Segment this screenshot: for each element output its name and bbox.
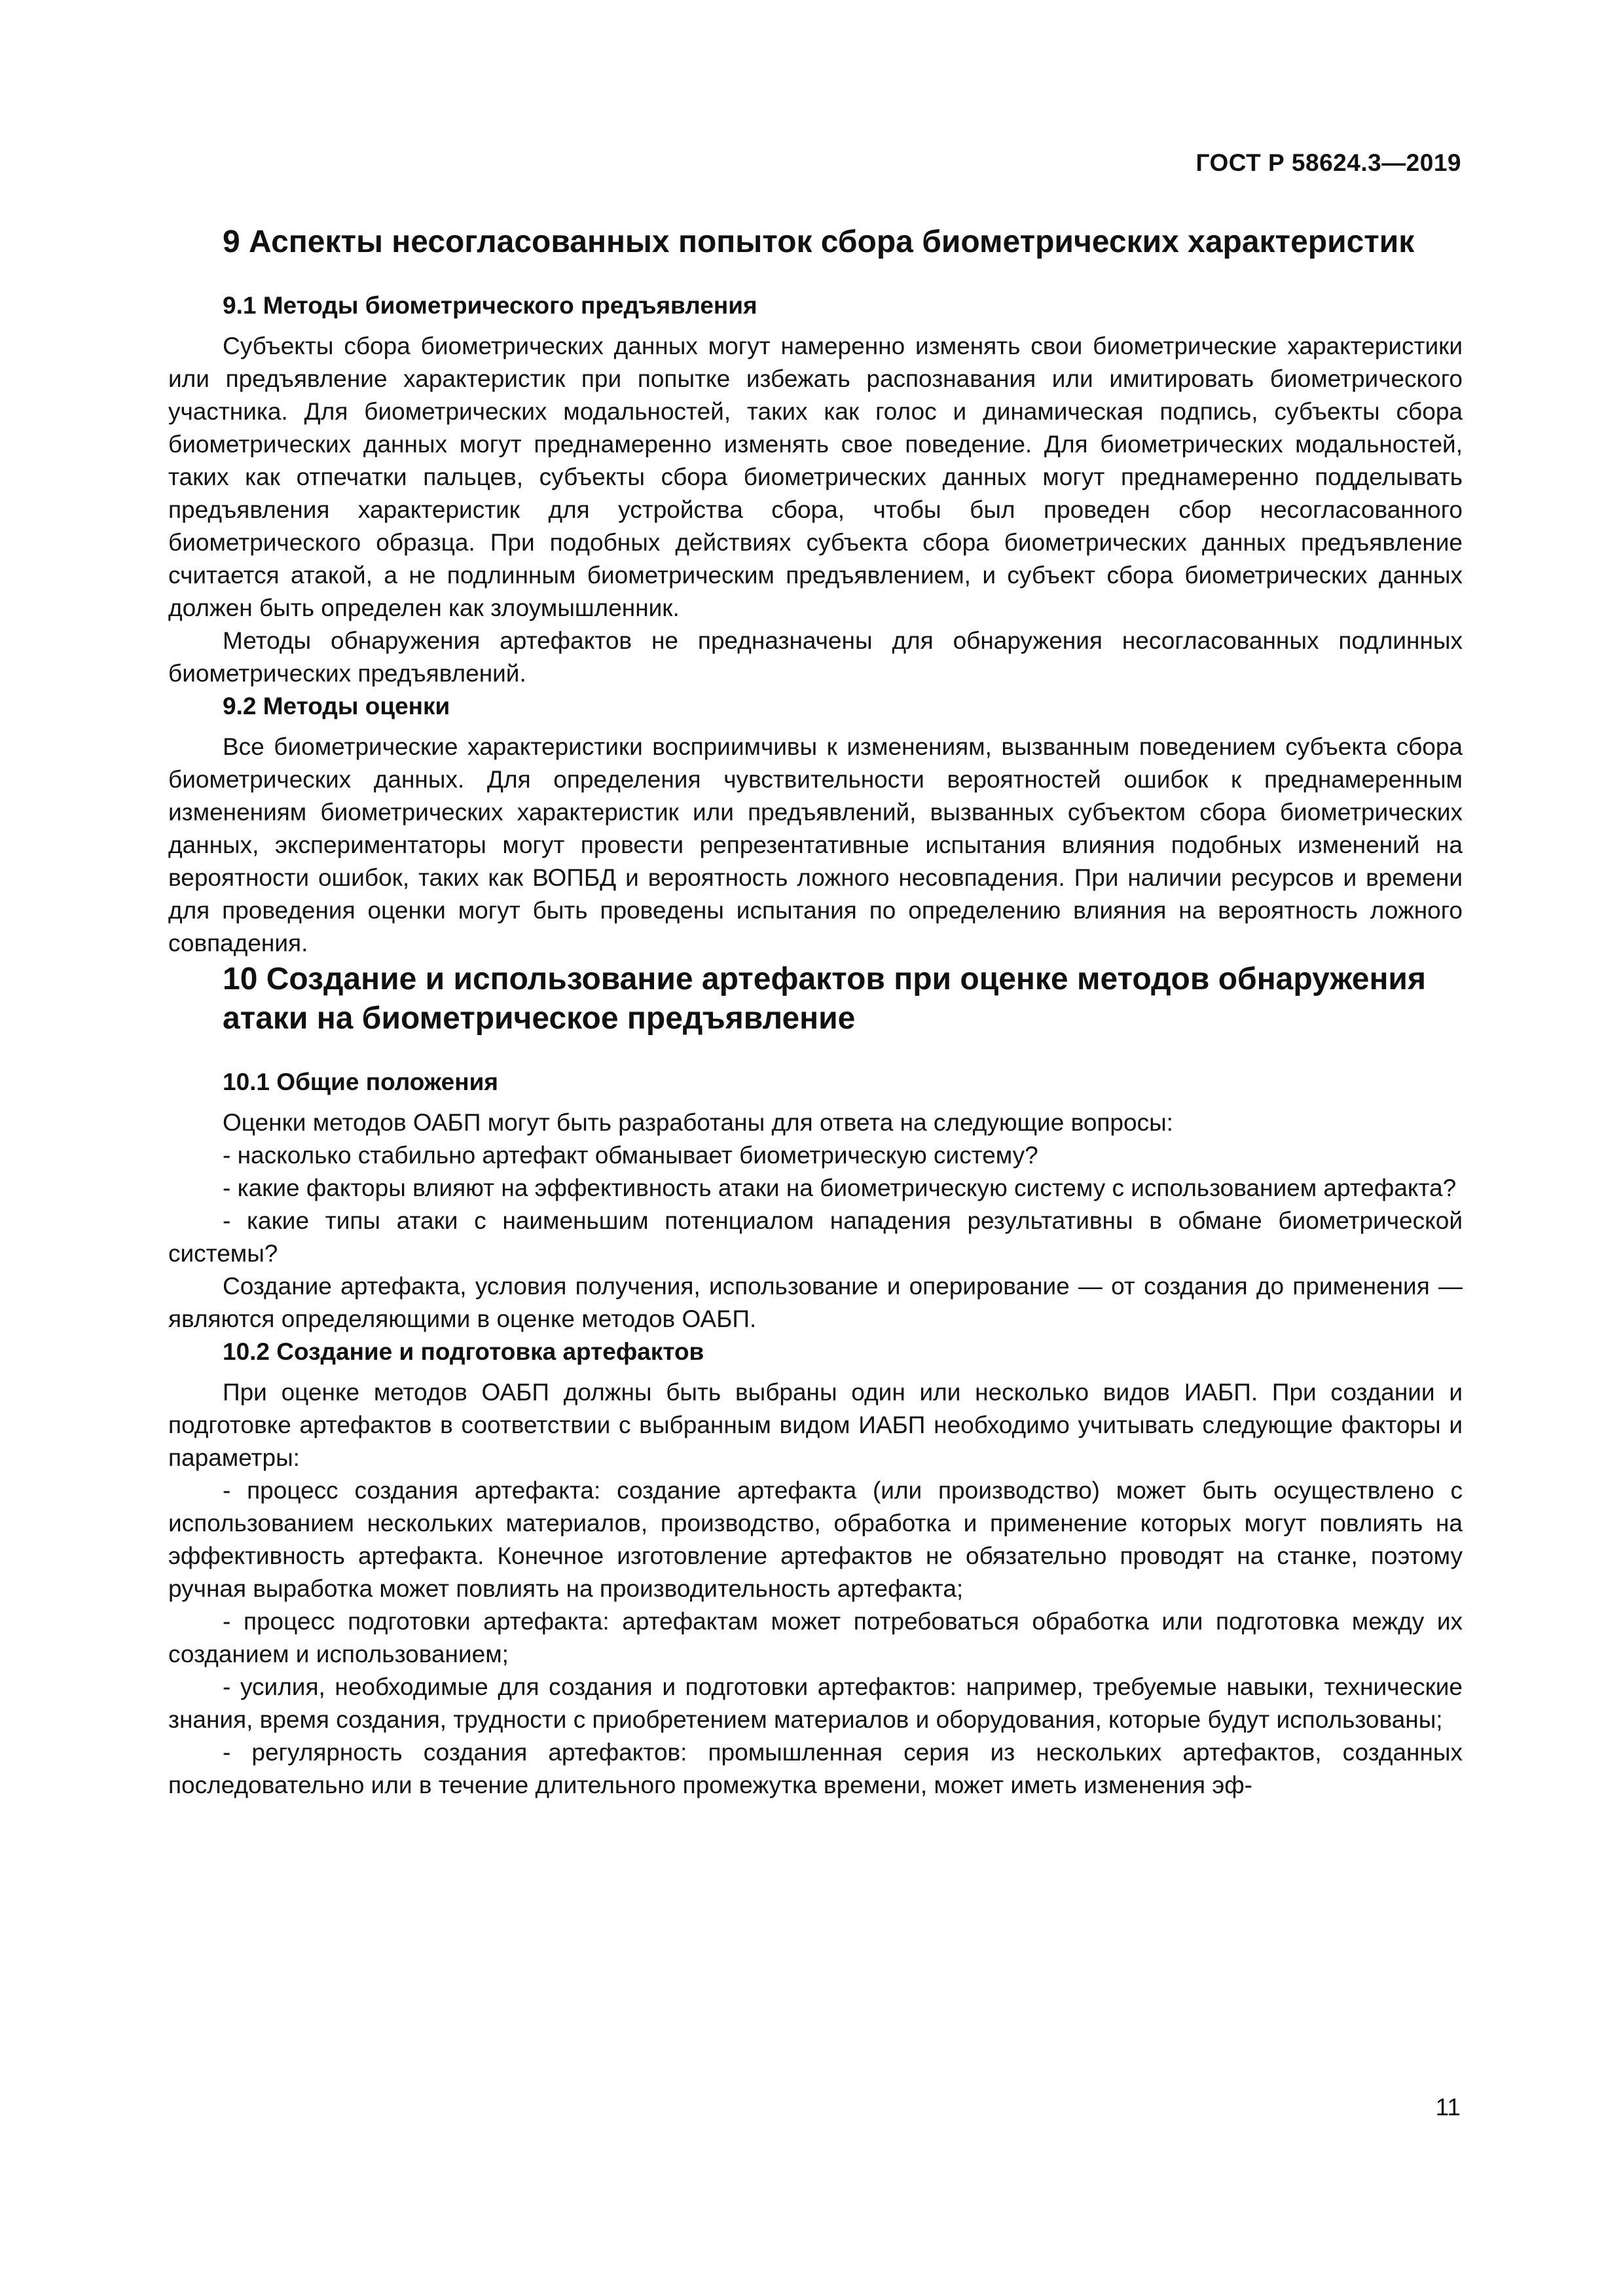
list-item: - процесс создания артефакта: создание артефакта (или производство) может быть осуществлено с использованием нескольких материалов, производство, обработка и применение которых могут повлиять на эффективность артефакта. Конечное изготовление артефактов не обязательно проводят на станке, поэтому ручная выработка может повлиять на производительность артефакта;: [168, 1477, 1463, 1602]
subsection-9-1-heading: 9.1 Методы биометрического предъявления: [223, 292, 757, 319]
list-item: - процесс подготовки артефакта: артефактам может потребоваться обработка или подготовка между их созданием и использованием;: [168, 1608, 1463, 1667]
paragraph: Субъекты сбора биометрических данных могут намеренно изменять свои биометрические характеристики или предъявление характеристик при попытке избежать распознавания или имитировать биометрического участника. Для биометрических модальностей, таких как голос и динамическая подпись, субъекты сбора биометрических данных могут преднамеренно изменять свое поведение. Для биометрических модальностей, таких как отпечатки пальцев, субъекты сбора биометрических данных могут преднамеренно подделывать предъявления характеристик для устройства сбора, чтобы был проведен сбор несогласованного биометрического образца. При подобных действиях субъекта сбора биометрических данных предъявление считается атакой, а не подлинным биометрическим предъявлением, и субъект сбора биометрических данных должен быть определен как злоумышленник.: [168, 333, 1463, 621]
paragraph: Оценки методов ОАБП могут быть разработаны для ответа на следующие вопросы:: [223, 1109, 1173, 1136]
list-item: - насколько стабильно артефакт обманывает биометрическую систему?: [223, 1142, 1038, 1169]
subsection-10-1-heading: 10.1 Общие положения: [223, 1068, 498, 1095]
section-10-heading: 10 Создание и использование артефактов при оценке методов обнаружения атаки на биометрическое предъявление: [223, 962, 1426, 1036]
subsection-10-2-heading: 10.2 Создание и подготовка артефактов: [223, 1338, 704, 1365]
paragraph: Все биометрические характеристики восприимчивы к изменениям, вызванным поведением субъекта сбора биометрических данных. Для определения чувствительности вероятностей ошибок к преднамеренным изменениям биометрических характеристик или предъявлений, вызванных субъектом сбора биометрических данных, экспериментаторы могут провести репрезентативные испытания влияния подобных изменений на вероятности ошибок, таких как ВОПБД и вероятность ложного несовпадения. При наличии ресурсов и времени для проведения оценки могут быть проведены испытания по определению влияния на вероятность ложного совпадения.: [168, 733, 1463, 957]
list-item: - усилия, необходимые для создания и подготовки артефактов: например, требуемые навыки, технические знания, время создания, трудности с приобретением материалов и оборудования, которые будут использованы;: [168, 1673, 1463, 1733]
page-content: [168, 223, 1463, 1802]
paragraph: При оценке методов ОАБП должны быть выбраны один или несколько видов ИАБП. При создании и подготовке артефактов в соответствии с выбранным видом ИАБП необходимо учитывать следующие факторы и параметры:: [168, 1379, 1463, 1471]
document-id: ГОСТ Р 58624.3—2019: [1195, 149, 1461, 176]
paragraph: Создание артефакта, условия получения, использование и оперирование — от создания до применения — являются определяющими в оценке методов ОАБП.: [168, 1273, 1463, 1332]
paragraph: Методы обнаружения артефактов не предназначены для обнаружения несогласованных подлинных биометрических предъявлений.: [168, 627, 1463, 687]
page-number: 11: [1435, 2094, 1461, 2121]
list-item: - какие факторы влияют на эффективность атаки на биометрическую систему с использованием артефакта?: [223, 1175, 1457, 1201]
list-item: - регулярность создания артефактов: промышленная серия из нескольких артефактов, созданных последовательно или в течение длительного промежутка времени, может иметь изменения эф-: [168, 1739, 1463, 1798]
list-item: - какие типы атаки с наименьшим потенциалом нападения результативны в обмане биометрической системы?: [168, 1207, 1463, 1267]
section-9-heading: 9 Аспекты несогласованных попыток сбора биометрических характеристик: [223, 225, 1415, 259]
subsection-9-2-heading: 9.2 Методы оценки: [223, 693, 450, 720]
